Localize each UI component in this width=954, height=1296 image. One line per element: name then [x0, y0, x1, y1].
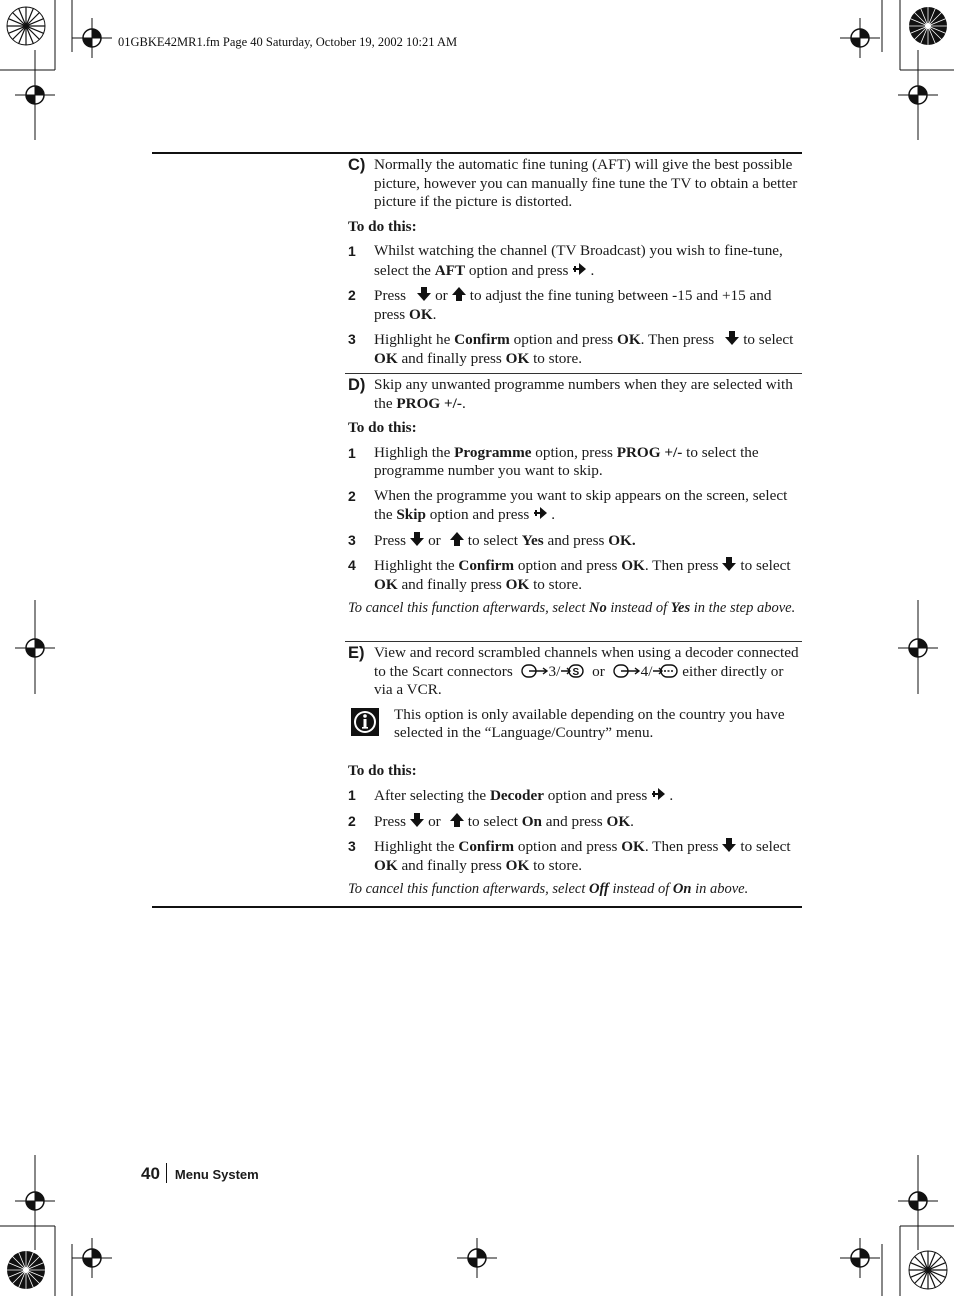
step-text: .: [590, 261, 595, 279]
arrow-right-icon: [532, 505, 548, 521]
step-text: When the programme you want to skip appears on the screen, select the: [374, 486, 788, 523]
registration-mark-icon: [898, 75, 938, 115]
info-icon: [350, 707, 380, 737]
starburst-target-icon: [908, 1250, 948, 1290]
note-bold: Off: [588, 881, 609, 897]
step: [348, 531, 802, 551]
step-text: and finally press: [397, 575, 506, 593]
step-text: Press: [374, 812, 407, 830]
step-text: to store.: [529, 575, 582, 593]
section-c: [348, 156, 802, 368]
note-bold: On: [672, 881, 692, 897]
step-bold: On: [521, 812, 542, 830]
step-text: and finally press: [397, 856, 506, 874]
step-bold: OK: [409, 305, 433, 323]
scart-connector-icon: [521, 663, 549, 679]
step-text: option and press: [543, 787, 648, 804]
step-text: Highlight the: [374, 838, 459, 855]
step-bold: Confirm: [458, 557, 515, 574]
registration-mark-icon: [898, 1181, 938, 1221]
note-text: To cancel this function afterwards, select: [348, 600, 589, 616]
intro-bold: PROG +/-: [396, 394, 462, 412]
step-text: Highlight the: [374, 557, 459, 574]
step-text: option, press: [531, 443, 617, 461]
note-bold: Yes: [670, 600, 691, 616]
starburst-target-icon: [6, 1250, 46, 1290]
step-text: to select the programme number you want to skip.: [374, 443, 759, 479]
step: [348, 487, 802, 525]
cancel-note: [348, 880, 802, 899]
page-footer: [141, 1163, 259, 1184]
section-intro: [348, 376, 802, 413]
step-text: to select: [740, 838, 791, 855]
step-text: .: [551, 506, 556, 523]
arrow-right-icon: [650, 786, 666, 802]
step: [348, 330, 802, 368]
step-bold: OK: [505, 856, 530, 874]
arrow-up-icon: [451, 286, 467, 302]
info-text: This option is only available depending on the country you have selected in the “Language/Country” menu.: [394, 705, 785, 741]
registration-mark-icon: [15, 628, 55, 668]
step-number: 2: [348, 287, 356, 303]
page-number: 40: [141, 1164, 160, 1183]
arrow-up-icon: [449, 531, 465, 547]
step-number: 1: [348, 444, 356, 461]
step-text: to select: [743, 331, 794, 348]
section-name: Menu System: [174, 1167, 259, 1182]
step-bold: Programme: [454, 443, 532, 461]
step-bold: OK: [621, 557, 645, 574]
note-text: instead of: [606, 600, 671, 616]
cancel-note: [348, 599, 802, 618]
section-letter: E): [348, 644, 365, 662]
intro-text: .: [461, 394, 466, 412]
step-text: option and press: [465, 261, 569, 279]
note-text: To cancel this function afterwards, select: [348, 881, 589, 897]
step-bold: OK: [374, 856, 398, 874]
step-number: 3: [348, 531, 356, 548]
step-text: .: [669, 787, 674, 804]
arrow-down-icon: [721, 837, 737, 853]
step: [348, 556, 802, 594]
step-bold: OK: [505, 575, 530, 593]
step-text: to adjust the fine tuning between -15 and +15 and press: [374, 287, 772, 323]
section-d: [348, 376, 802, 618]
registration-mark-icon: [15, 75, 55, 115]
step-number: 2: [348, 487, 356, 504]
step-text: or: [428, 812, 441, 830]
intro-text: either directly or via a VCR.: [374, 662, 784, 698]
registration-mark-icon: [72, 1238, 112, 1278]
info-box: [348, 706, 802, 746]
intro-text: View and record scrambled channels when using a decoder connected to the Scart connectors: [374, 644, 799, 680]
section-divider: [345, 641, 802, 642]
scart-number: 3/: [548, 662, 561, 680]
step-text: Highligh the: [374, 443, 455, 461]
step-bold: AFT: [434, 261, 466, 279]
scart-connector-icon: [613, 663, 641, 679]
step-text: option and press: [514, 838, 622, 855]
step-text: option and press: [425, 506, 530, 523]
step-bold: Yes: [521, 531, 544, 549]
step-text: . Then press: [644, 557, 719, 574]
step-number: 4: [348, 557, 356, 573]
section-divider: [345, 373, 802, 374]
step-text: option and press: [514, 557, 622, 574]
registration-mark-icon: [840, 1238, 880, 1278]
arrow-right-icon: [571, 261, 587, 277]
step-bold: OK: [374, 349, 398, 367]
file-info-header: 01GBKE42MR1.fm Page 40 Saturday, October 19, 2002 10:21 AM: [118, 35, 458, 49]
step-bold: OK: [621, 838, 645, 855]
registration-mark-icon: [457, 1238, 497, 1278]
starburst-target-icon: [6, 6, 46, 46]
step-text: to store.: [529, 856, 582, 874]
footer-separator: [166, 1163, 167, 1183]
step-text: Highlight he: [374, 331, 455, 348]
step-text: . Then press: [644, 838, 719, 855]
note-text: in the step above.: [690, 600, 796, 616]
step-bold: Confirm: [454, 331, 510, 348]
step-text: Press: [374, 287, 407, 304]
step-bold: Skip: [396, 506, 426, 523]
section-letter: C): [348, 156, 366, 174]
registration-mark-icon: [840, 18, 880, 58]
step: [348, 812, 802, 832]
note-text: in above.: [691, 881, 749, 897]
step-text: . Then press: [640, 331, 715, 348]
step-bold: OK.: [608, 531, 636, 549]
step-text: .: [630, 812, 634, 830]
step-number: 2: [348, 812, 356, 829]
arrow-down-icon: [416, 286, 432, 302]
step-bold: Confirm: [458, 838, 515, 855]
arrow-up-icon: [449, 812, 465, 828]
note-text: instead of: [608, 881, 673, 897]
registration-mark-icon: [72, 18, 112, 58]
scart-number: 4/: [640, 662, 653, 680]
intro-text: Skip any unwanted programme numbers when they are selected with the: [374, 376, 793, 412]
step-text: and press: [541, 812, 607, 830]
bottom-rule: [152, 906, 802, 908]
or-text: or: [592, 662, 605, 680]
step-bold: PROG +/-: [616, 443, 683, 461]
step-text: to select: [467, 531, 522, 549]
step: [348, 286, 802, 324]
step-number: 3: [348, 331, 356, 347]
svg-text:S: S: [572, 666, 580, 678]
step: [348, 242, 802, 280]
step-number: 1: [348, 787, 356, 803]
section-intro: Normally the automatic fine tuning (AFT) will give the best possible picture, however you can manually fine tune the TV to obtain a better picture if the picture is distorted.: [374, 156, 798, 210]
decoder-icon: [652, 663, 678, 679]
arrow-down-icon: [409, 812, 425, 828]
step-text: or: [428, 531, 441, 549]
todo-heading: To do this:: [348, 761, 417, 779]
registration-mark-icon: [898, 628, 938, 668]
registration-mark-icon: [15, 1181, 55, 1221]
step-text: to select: [467, 812, 522, 830]
step-text: Whilst watching the channel (TV Broadcast) you wish to fine-tune, select the: [374, 242, 783, 279]
step-text: to store.: [529, 349, 582, 367]
step-bold: OK: [617, 331, 641, 348]
todo-heading: To do this:: [348, 419, 417, 436]
step-number: 1: [348, 243, 356, 259]
step-text: Press: [374, 531, 407, 549]
todo-heading: To do this:: [348, 217, 417, 235]
step: [348, 444, 802, 481]
note-bold: No: [588, 600, 607, 616]
top-rule: [152, 152, 802, 154]
step-bold: OK: [374, 575, 398, 593]
step: [348, 786, 802, 806]
section-e: [348, 644, 802, 899]
step-text: or: [435, 287, 448, 304]
step-bold: OK: [505, 349, 530, 367]
step-text: and finally press: [397, 349, 506, 367]
step: [348, 837, 802, 875]
arrow-down-icon: [721, 556, 737, 572]
step-number: 3: [348, 838, 356, 854]
step-text: After selecting the: [374, 787, 490, 804]
step-text: and press: [543, 531, 609, 549]
step-bold: Decoder: [489, 787, 544, 804]
s-video-icon: [560, 663, 584, 679]
step-bold: OK: [606, 812, 631, 830]
arrow-down-icon: [409, 531, 425, 547]
step-text: .: [432, 305, 437, 323]
starburst-target-icon: [908, 6, 948, 46]
step-text: option and press: [509, 331, 617, 348]
arrow-down-icon: [724, 330, 740, 346]
section-intro: [348, 644, 802, 700]
section-letter: D): [348, 376, 366, 394]
step-text: to select: [740, 557, 791, 574]
